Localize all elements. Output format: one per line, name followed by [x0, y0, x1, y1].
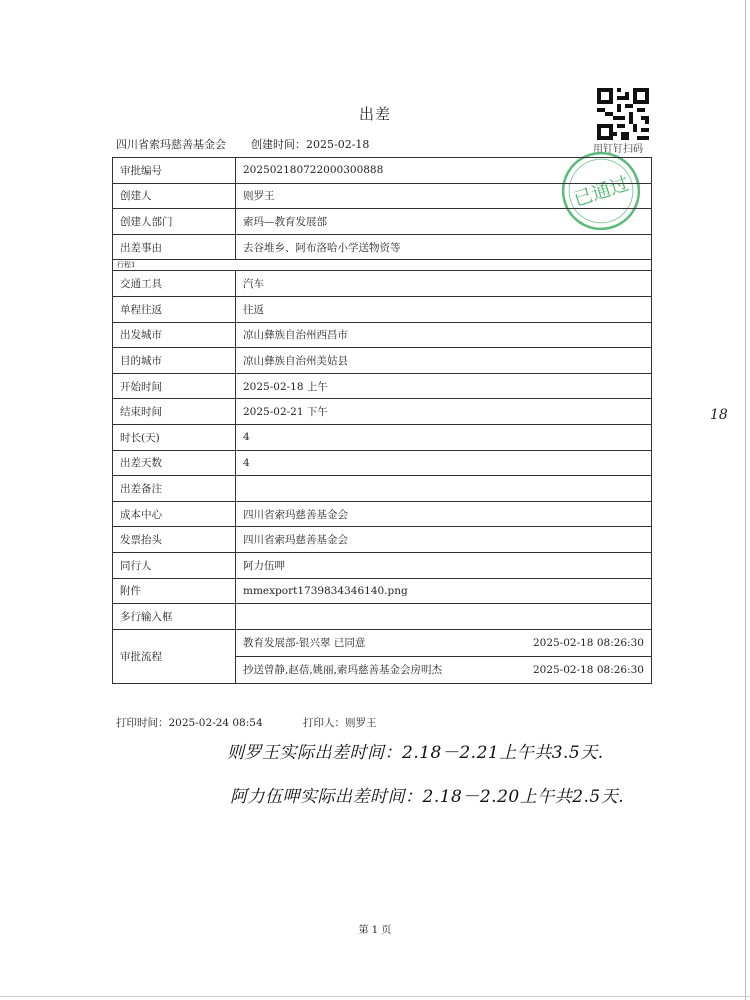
field-value: 凉山彝族自治州美姑县: [236, 348, 652, 374]
field-value: 索玛—教育发展部: [236, 209, 652, 235]
field-label: 开始时间: [113, 373, 236, 399]
approval-step-time: 2025-02-18 08:26:30: [532, 636, 644, 649]
field-label: 多行输入框: [113, 604, 236, 630]
section-row: [113, 260, 652, 271]
field-label: 单程往返: [113, 296, 236, 322]
form-row: [113, 348, 652, 374]
field-value: 则罗王: [236, 183, 652, 209]
field-value: 去谷堆乡、阿布洛哈小学送物资等: [236, 234, 652, 260]
printer-name: 打印人：则罗王: [303, 717, 377, 729]
form-row: [113, 158, 652, 184]
handwritten-note-line-2: 阿力伍呷实际出差时间：2.18－2.20上午共2.5天.: [230, 787, 625, 807]
field-label: 交通工具: [113, 271, 236, 297]
form-row: [113, 271, 652, 297]
scan-edge-bottom: [0, 996, 750, 997]
field-label: 审批编号: [113, 158, 236, 184]
form-row: [113, 183, 652, 209]
document-title: 出差: [358, 105, 391, 123]
form-row: [113, 552, 652, 578]
field-label: 出发城市: [113, 322, 236, 348]
form-row: [113, 476, 652, 502]
scan-edge-right: [745, 0, 746, 1000]
field-label: 成本中心: [113, 501, 236, 527]
field-label: 同行人: [113, 552, 236, 578]
field-value: 2025-02-18 上午: [236, 373, 652, 399]
form-row: [113, 450, 652, 476]
field-label: 结束时间: [113, 399, 236, 425]
organization-name: 四川省索玛慈善基金会: [116, 138, 226, 151]
field-label: 发票抬头: [113, 527, 236, 553]
created-time: 创建时间：2025-02-18: [251, 138, 370, 151]
field-label: 审批流程: [113, 629, 236, 683]
field-label: 附件: [113, 578, 236, 604]
approval-form-table: [112, 157, 652, 684]
field-label: 目的城市: [113, 348, 236, 374]
form-row: [113, 209, 652, 235]
approval-step-text: 教育发展部-银兴翠 已同意: [243, 637, 366, 650]
qr-code-icon: [597, 88, 649, 140]
field-label: 创建人部门: [113, 209, 236, 235]
field-value: 4: [236, 424, 652, 450]
form-row: [113, 322, 652, 348]
form-row: [113, 604, 652, 630]
form-row: [113, 424, 652, 450]
field-value: 四川省索玛慈善基金会: [236, 501, 652, 527]
field-label: 出差备注: [113, 476, 236, 502]
approval-step-time: 2025-02-18 08:26:30: [532, 663, 644, 676]
approval-step: [236, 630, 651, 656]
field-value: [236, 604, 652, 630]
field-value: 202502180722000300888: [236, 158, 652, 184]
field-value: [236, 476, 652, 502]
field-value: mmexport1739834346140.png: [236, 578, 652, 604]
page-number: 第 1 页: [358, 925, 392, 936]
handwritten-margin-note: 18: [710, 407, 728, 423]
field-value: 2025-02-21 下午: [236, 399, 652, 425]
field-label: 出差事由: [113, 234, 236, 260]
field-value: 四川省索玛慈善基金会: [236, 527, 652, 553]
form-row: [113, 578, 652, 604]
approval-step-text: 抄送曾静,赵蓓,姚丽,索玛慈善基金会房明杰: [243, 664, 443, 677]
approval-flow-row: [113, 629, 652, 683]
form-row: [113, 399, 652, 425]
field-value: 4: [236, 450, 652, 476]
form-row: [113, 501, 652, 527]
field-value: 凉山彝族自治州西昌市: [236, 322, 652, 348]
handwritten-note-line-1: 则罗王实际出差时间：2.18－2.21上午共3.5天.: [227, 743, 604, 763]
field-label: 创建人: [113, 183, 236, 209]
field-value: 汽车: [236, 271, 652, 297]
field-label: 时长(天): [113, 424, 236, 450]
form-row: [113, 373, 652, 399]
field-value: 阿力伍呷: [236, 552, 652, 578]
stamp-text: 已通过: [570, 172, 632, 212]
section-label: 行程1: [113, 260, 652, 271]
approval-steps: [236, 629, 652, 683]
print-time: 打印时间：2025-02-24 08:54: [116, 717, 263, 729]
field-label: 出差天数: [113, 450, 236, 476]
approval-step: [236, 656, 651, 683]
form-row: [113, 234, 652, 260]
field-value: 往返: [236, 296, 652, 322]
form-row: [113, 296, 652, 322]
form-row: [113, 527, 652, 553]
qr-scan-label: 用钉钉扫码: [593, 144, 643, 155]
